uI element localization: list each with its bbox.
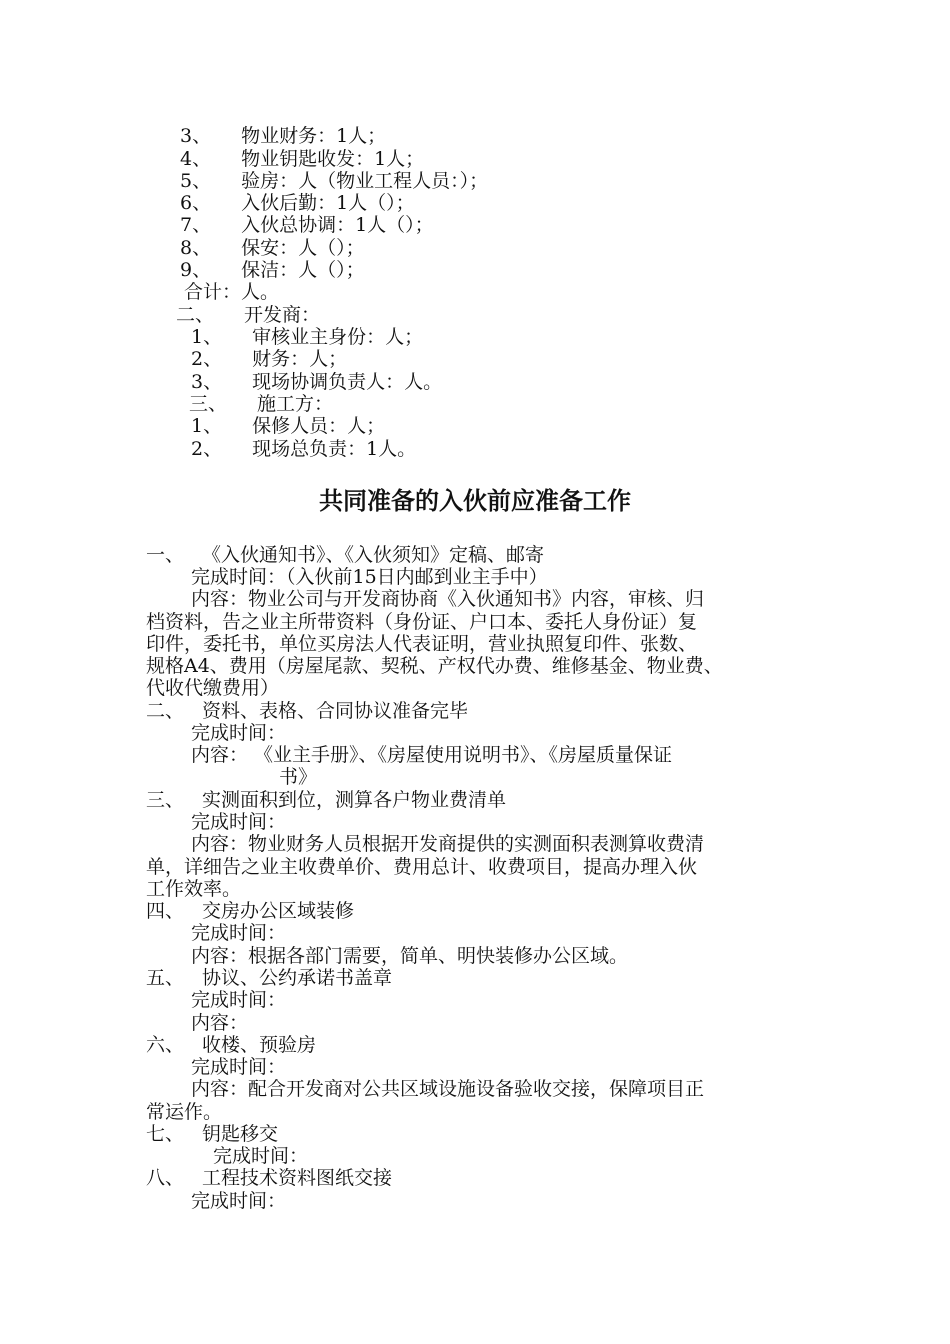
- task-heading: [146, 544, 544, 566]
- task-title: 交房办公区域装修: [202, 900, 355, 922]
- list-number: 8、: [180, 237, 212, 259]
- list-text: 财务：人；: [252, 348, 348, 370]
- list-item: [180, 214, 434, 236]
- list-text: 物业财务：1人；: [241, 125, 387, 147]
- task-number: 一、: [146, 544, 185, 566]
- task-time: 完成时间：: [191, 811, 287, 833]
- list-item: [180, 237, 365, 259]
- list-number: 1、: [191, 326, 223, 348]
- list-text: 现场协调负责人：人。: [252, 371, 443, 393]
- task-time: 完成时间：: [191, 722, 287, 744]
- list-text: 物业钥匙收发：1人；: [241, 148, 425, 170]
- task-content-line: 内容：根据各部门需要，简单、明快装修办公区域。: [191, 945, 629, 967]
- section-number: 三、: [189, 393, 228, 415]
- task-heading: [146, 967, 392, 989]
- list-number: 6、: [180, 192, 212, 214]
- list-number: 3、: [191, 371, 223, 393]
- task-title: 资料、表格、合同协议准备完毕: [202, 700, 469, 722]
- task-time: 完成时间：（入伙前15日内邮到业主手中）: [191, 566, 548, 588]
- task-time: 完成时间：: [191, 1190, 287, 1212]
- list-item: [180, 125, 386, 147]
- list-number: 2、: [191, 438, 223, 460]
- section-title: 开发商：: [244, 304, 321, 326]
- list-number: 1、: [191, 415, 223, 437]
- task-heading: [146, 1123, 278, 1145]
- task-content-line: 内容：物业公司与开发商协商《入伙通知书》内容，审核、归: [191, 588, 705, 610]
- list-text: 入伙后勤：1人（）；: [241, 192, 415, 214]
- list-text: 审核业主身份：人；: [252, 326, 424, 348]
- task-heading: [146, 700, 468, 722]
- task-number: 六、: [146, 1034, 185, 1056]
- list-number: 3、: [180, 125, 212, 147]
- list-item: [191, 415, 385, 437]
- list-number: 9、: [180, 259, 212, 281]
- list-item: [180, 259, 365, 281]
- list-item: [191, 348, 347, 370]
- list-number: 7、: [180, 214, 212, 236]
- task-content-line: 常运作。: [146, 1101, 223, 1123]
- task-heading: [146, 900, 354, 922]
- list-text: 保修人员：人；: [252, 415, 386, 437]
- task-content-line: 书》: [279, 766, 318, 788]
- list-text: 验房：人（物业工程人员：）；: [241, 170, 489, 192]
- task-content-line: 印件，委托书，单位买房法人代表证明，营业执照复印件、张数、: [146, 633, 698, 655]
- task-content-line: 规格A4、费用（房屋尾款、契税、产权代办费、维修基金、物业费、: [146, 655, 723, 677]
- task-content-line: 内容：配合开发商对公共区域设施设备验收交接，保障项目正: [191, 1078, 705, 1100]
- task-content-line: 内容：: [191, 1012, 249, 1034]
- task-number: 二、: [146, 700, 185, 722]
- task-number: 三、: [146, 789, 185, 811]
- list-text: 保安：人（）；: [241, 237, 365, 259]
- list-item: [180, 170, 488, 192]
- task-number: 四、: [146, 900, 185, 922]
- task-heading: [146, 789, 506, 811]
- page-title: 共同准备的入伙前应准备工作: [319, 487, 631, 515]
- developer-heading: [176, 304, 320, 326]
- list-text: 保洁：人（）；: [241, 259, 365, 281]
- list-number: 5、: [180, 170, 212, 192]
- task-title: 钥匙移交: [202, 1123, 279, 1145]
- list-text: 现场总负责：1人。: [252, 438, 417, 460]
- total-line: 合计：人。: [184, 281, 280, 303]
- list-text: 入伙总协调：1人（）；: [241, 214, 434, 236]
- task-content-line: 档资料，告之业主所带资料（身份证、户口本、委托人身份证）复: [146, 611, 698, 633]
- task-content-line: 内容： 《业主手册》、《房屋使用说明书》、《房屋质量保证: [191, 744, 673, 766]
- task-title: 工程技术资料图纸交接: [202, 1167, 393, 1189]
- task-title: 实测面积到位，测算各户物业费清单: [202, 789, 507, 811]
- task-title: 协议、公约承诺书盖章: [202, 967, 393, 989]
- list-item: [180, 148, 424, 170]
- task-time: 完成时间：: [213, 1145, 309, 1167]
- task-content-line: 代收代缴费用）: [146, 677, 280, 699]
- list-number: 4、: [180, 148, 212, 170]
- task-number: 八、: [146, 1167, 185, 1189]
- task-content-line: 工作效率。: [146, 878, 242, 900]
- task-time: 完成时间：: [191, 989, 287, 1011]
- task-number: 七、: [146, 1123, 185, 1145]
- task-heading: [146, 1034, 316, 1056]
- list-item: [191, 438, 416, 460]
- task-title: 收楼、预验房: [202, 1034, 317, 1056]
- list-item: [191, 326, 423, 348]
- list-item: [191, 371, 442, 393]
- contractor-heading: [189, 393, 333, 415]
- list-item: [180, 192, 415, 214]
- task-time: 完成时间：: [191, 1056, 287, 1078]
- task-content-line: 单，详细告之业主收费单价、费用总计、收费项目，提高办理入伙: [146, 856, 698, 878]
- task-content-line: 内容：物业财务人员根据开发商提供的实测面积表测算收费清: [191, 833, 705, 855]
- list-number: 2、: [191, 348, 223, 370]
- task-heading: [146, 1167, 392, 1189]
- task-title: 《入伙通知书》、《入伙须知》定稿、邮寄: [202, 544, 545, 566]
- section-number: 二、: [176, 304, 215, 326]
- section-title: 施工方：: [257, 393, 334, 415]
- task-number: 五、: [146, 967, 185, 989]
- task-time: 完成时间：: [191, 922, 287, 944]
